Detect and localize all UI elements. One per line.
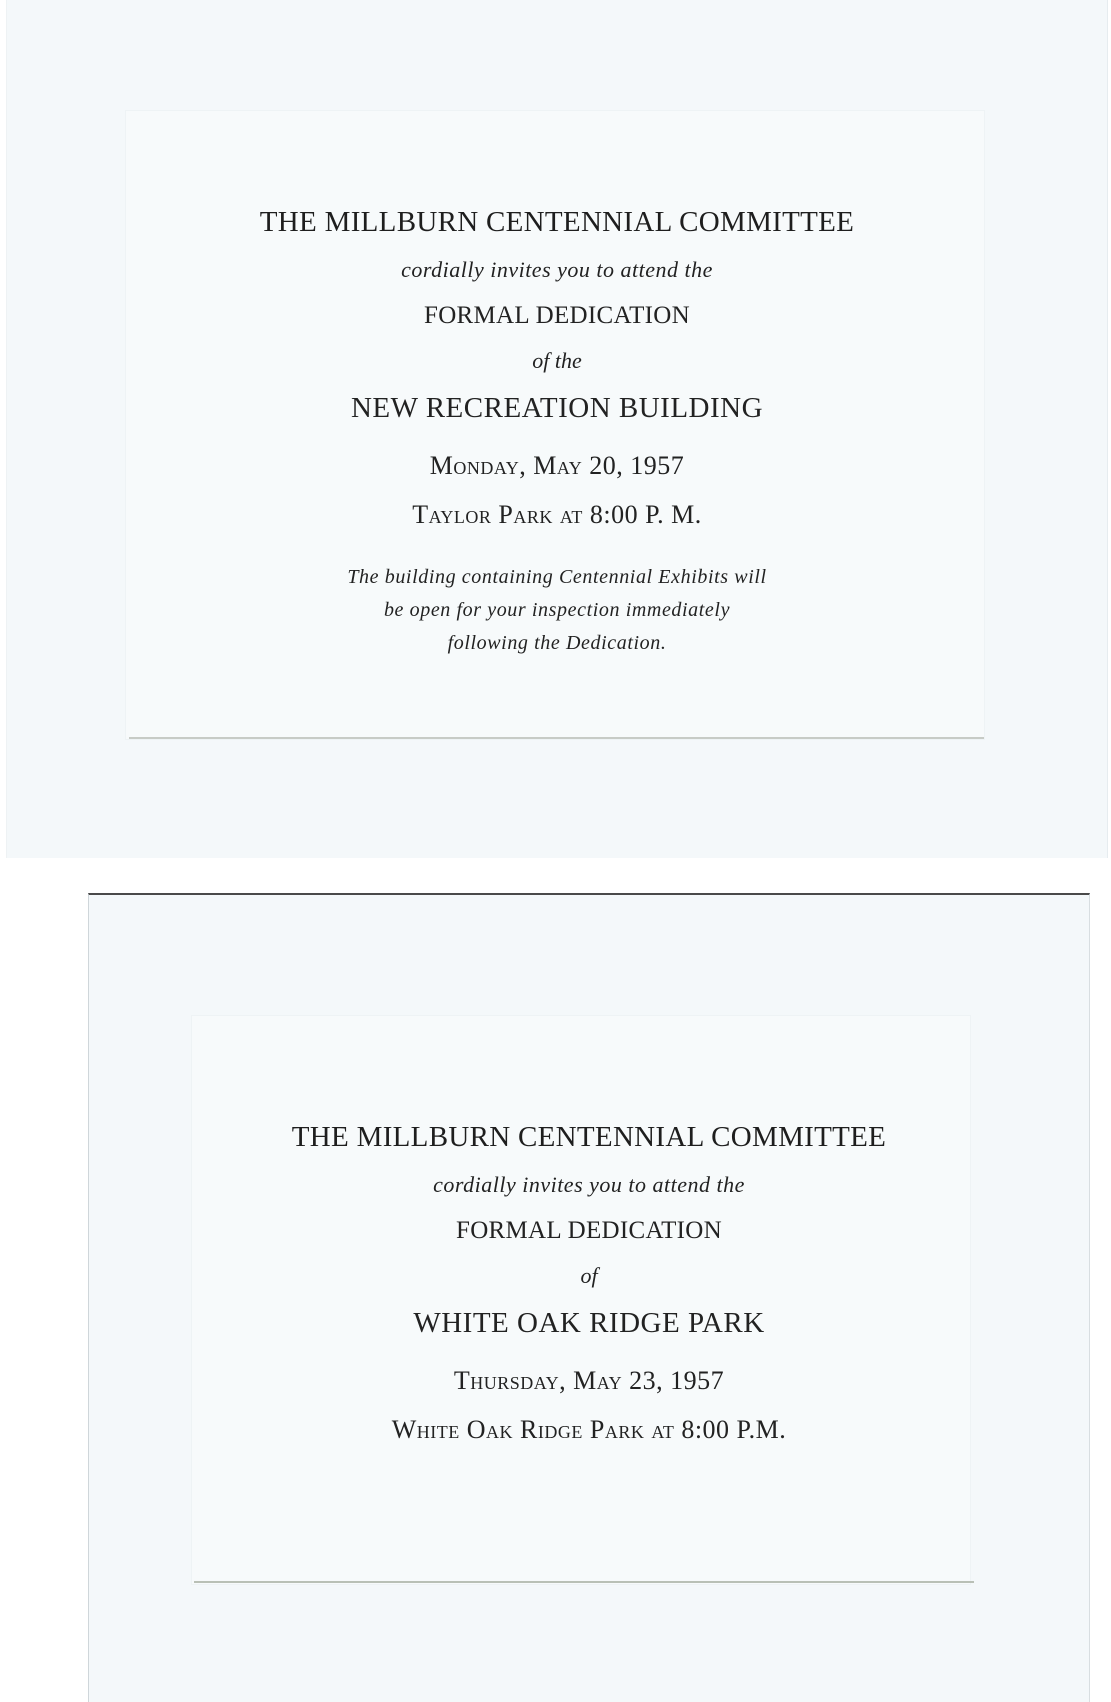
event-title: FORMAL DEDICATION	[456, 1217, 722, 1244]
event-date: Monday, May 20, 1957	[429, 451, 685, 480]
event-place-time: White Oak Ridge Park at 8:00 P.M.	[391, 1415, 787, 1444]
connector-line: of the	[532, 348, 582, 373]
invite-line: cordially invites you to attend the	[401, 257, 713, 282]
bottom-rule	[129, 737, 984, 739]
event-place-time: Taylor Park at 8:00 P. M.	[412, 500, 702, 529]
invitation-text	[89, 1123, 1089, 1443]
invitation-card-white-oak-ridge	[88, 893, 1090, 1702]
subject-title: NEW RECREATION BUILDING	[350, 392, 764, 424]
event-title: FORMAL DEDICATION	[424, 302, 690, 329]
bottom-rule	[194, 1581, 974, 1583]
note-line: following the Dedication.	[447, 632, 667, 654]
invitation-text	[7, 208, 1107, 660]
event-date: Thursday, May 23, 1957	[453, 1366, 725, 1395]
sponsor-line: THE MILLBURN CENTENNIAL COMMITTEE	[259, 206, 855, 238]
connector-line: of	[580, 1263, 598, 1288]
exhibit-note	[7, 561, 1107, 660]
invite-line: cordially invites you to attend the	[433, 1172, 745, 1197]
invitation-card-recreation-building	[6, 0, 1108, 858]
note-line: be open for your inspection immediately	[383, 599, 731, 621]
subject-title: WHITE OAK RIDGE PARK	[413, 1307, 765, 1339]
sponsor-line: THE MILLBURN CENTENNIAL COMMITTEE	[291, 1121, 887, 1153]
note-line: The building containing Centennial Exhibits will	[347, 566, 767, 588]
